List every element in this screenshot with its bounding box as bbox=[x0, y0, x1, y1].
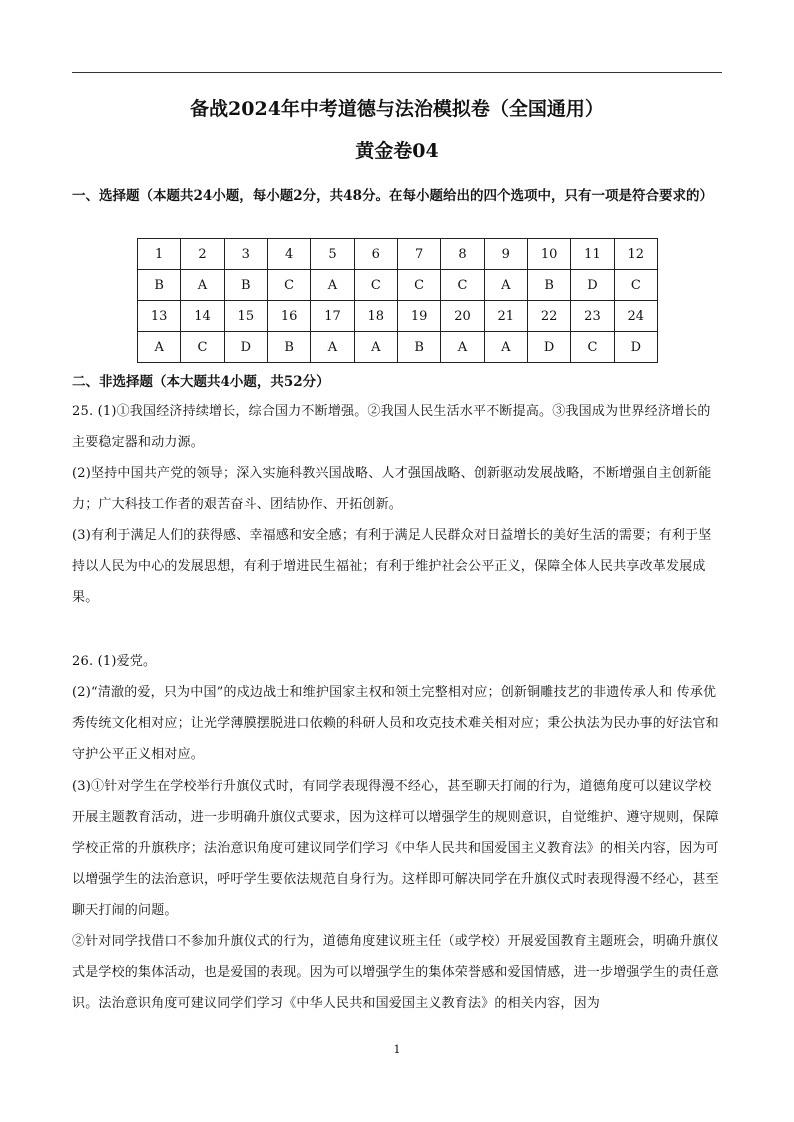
question-number-cell: 1 bbox=[138, 239, 181, 270]
question-number-cell: 15 bbox=[224, 301, 267, 332]
q26-part2: (2)“清澈的爱，只为中国”的戍边战士和维护国家主权和领土完整相对应；创新铜雕技艺的非遗传承人和 传承优秀传统文化相对应；让光学薄膜摆脱进口依赖的科研人员和攻克技术难关相对应；秉公执法为民办事的好法官和守护公平正义相对应。 bbox=[72, 685, 719, 762]
answer-cell: D bbox=[224, 332, 267, 363]
answer-cell: A bbox=[311, 332, 354, 363]
question-number-cell: 11 bbox=[571, 239, 614, 270]
answer-cell: C bbox=[267, 270, 310, 301]
question-number-cell: 5 bbox=[311, 239, 354, 270]
question-number-cell: 18 bbox=[354, 301, 397, 332]
document-subtitle: 黄金卷04 bbox=[355, 140, 439, 162]
answer-cell: A bbox=[441, 332, 484, 363]
answer-cell: C bbox=[614, 270, 657, 301]
answer-cell: A bbox=[311, 270, 354, 301]
question-number-cell: 4 bbox=[267, 239, 310, 270]
answer-cell: C bbox=[354, 270, 397, 301]
q25-part2: (2)坚持中国共产党的领导；深入实施科教兴国战略、人才强国战略、创新驱动发展战略，不断增强自主创新能力；广大科技工作者的艰苦奋斗、团结协作、开拓创新。 bbox=[72, 466, 712, 512]
question-number-cell: 7 bbox=[397, 239, 440, 270]
question-number-cell: 13 bbox=[138, 301, 181, 332]
answer-cell: B bbox=[138, 270, 181, 301]
answer-cell: D bbox=[571, 270, 614, 301]
question-number-cell: 9 bbox=[484, 239, 527, 270]
q26-part4: ②针对同学找借口不参加升旗仪式的行为，道德角度建议班主任（或学校）开展爱国教育主题班会，明确升旗仪式是学校的集体活动，也是爱国的表现。因为可以增强学生的集体荣誉感和爱国情感，进一步增强学生的责任意识。法治意识角度可建议同学们学习《中华人民共和国爱国主义教育法》的相关内容，因为 bbox=[72, 934, 719, 1011]
question-number-cell: 10 bbox=[527, 239, 570, 270]
question-number-cell: 3 bbox=[224, 239, 267, 270]
question-number-cell: 23 bbox=[571, 301, 614, 332]
answer-cell: A bbox=[354, 332, 397, 363]
answer-table-row bbox=[138, 239, 658, 270]
page-number: 1 bbox=[393, 1043, 401, 1056]
question-number-cell: 20 bbox=[441, 301, 484, 332]
question-number-cell: 12 bbox=[614, 239, 657, 270]
question-number-cell: 14 bbox=[181, 301, 224, 332]
answer-cell: C bbox=[571, 332, 614, 363]
question-number-cell: 2 bbox=[181, 239, 224, 270]
document-title: 备战2024年中考道德与法治模拟卷（全国通用） bbox=[190, 98, 604, 120]
answer-table bbox=[137, 238, 658, 363]
answer-cell: C bbox=[397, 270, 440, 301]
answer-cell: B bbox=[224, 270, 267, 301]
answer-table-row bbox=[138, 270, 658, 301]
answer-cell: A bbox=[484, 332, 527, 363]
answer-cell: C bbox=[441, 270, 484, 301]
answer-table-row bbox=[138, 301, 658, 332]
question-number-cell: 6 bbox=[354, 239, 397, 270]
q26-part3: (3)①针对学生在学校举行升旗仪式时，有同学表现得漫不经心，甚至聊天打闹的行为，道德角度可以建议学校开展主题教育活动，进一步明确升旗仪式要求，因为这样可以增强学生的规则意识，自觉维护、遵守规则，保障学校正常的升旗秩序；法治意识角度可建议同学们学习《中华人民共和国爱国主义教育法》的相关内容，因为可以增强学生的法治意识，呼吁学生要依法规范自身行为。这样即可解决同学在升旗仪式时表现得漫不经心，甚至聊天打闹的问题。 bbox=[72, 779, 719, 918]
question-number-cell: 8 bbox=[441, 239, 484, 270]
answer-cell: D bbox=[614, 332, 657, 363]
question-number-cell: 24 bbox=[614, 301, 657, 332]
q26-part1: 26. (1)爱党。 bbox=[72, 654, 157, 669]
answer-cell: C bbox=[181, 332, 224, 363]
answer-table-row bbox=[138, 332, 658, 363]
question-number-cell: 16 bbox=[267, 301, 310, 332]
q25-part1: 25. (1)①我国经济持续增长，综合国力不断增强。②我国人民生活水平不断提高。③我国成为世界经济增长的主要稳定器和动力源。 bbox=[72, 404, 711, 450]
answer-cell: B bbox=[397, 332, 440, 363]
section-heading-nonchoice: 二、非选择题（本大题共4小题，共52分） bbox=[72, 374, 330, 390]
answer-cell: D bbox=[527, 332, 570, 363]
question-number-cell: 22 bbox=[527, 301, 570, 332]
question-number-cell: 19 bbox=[397, 301, 440, 332]
answer-cell: A bbox=[138, 332, 181, 363]
answer-cell: A bbox=[181, 270, 224, 301]
q25-part3: (3)有利于满足人们的获得感、幸福感和安全感；有利于满足人民群众对日益增长的美好生活的需要；有利于坚持以人民为中心的发展思想，有利于增进民生福祉；有利于维护社会公平正义，保障全体人民共享改革发展成果。 bbox=[72, 528, 712, 605]
question-number-cell: 17 bbox=[311, 301, 354, 332]
answer-cell: B bbox=[267, 332, 310, 363]
answer-cell: A bbox=[484, 270, 527, 301]
section-heading-choice: 一、选择题（本题共24小题，每小题2分，共48分。在每小题给出的四个选项中，只有一项是符合要求的） bbox=[72, 188, 713, 204]
header-rule bbox=[72, 72, 722, 73]
question-number-cell: 21 bbox=[484, 301, 527, 332]
answer-cell: B bbox=[527, 270, 570, 301]
